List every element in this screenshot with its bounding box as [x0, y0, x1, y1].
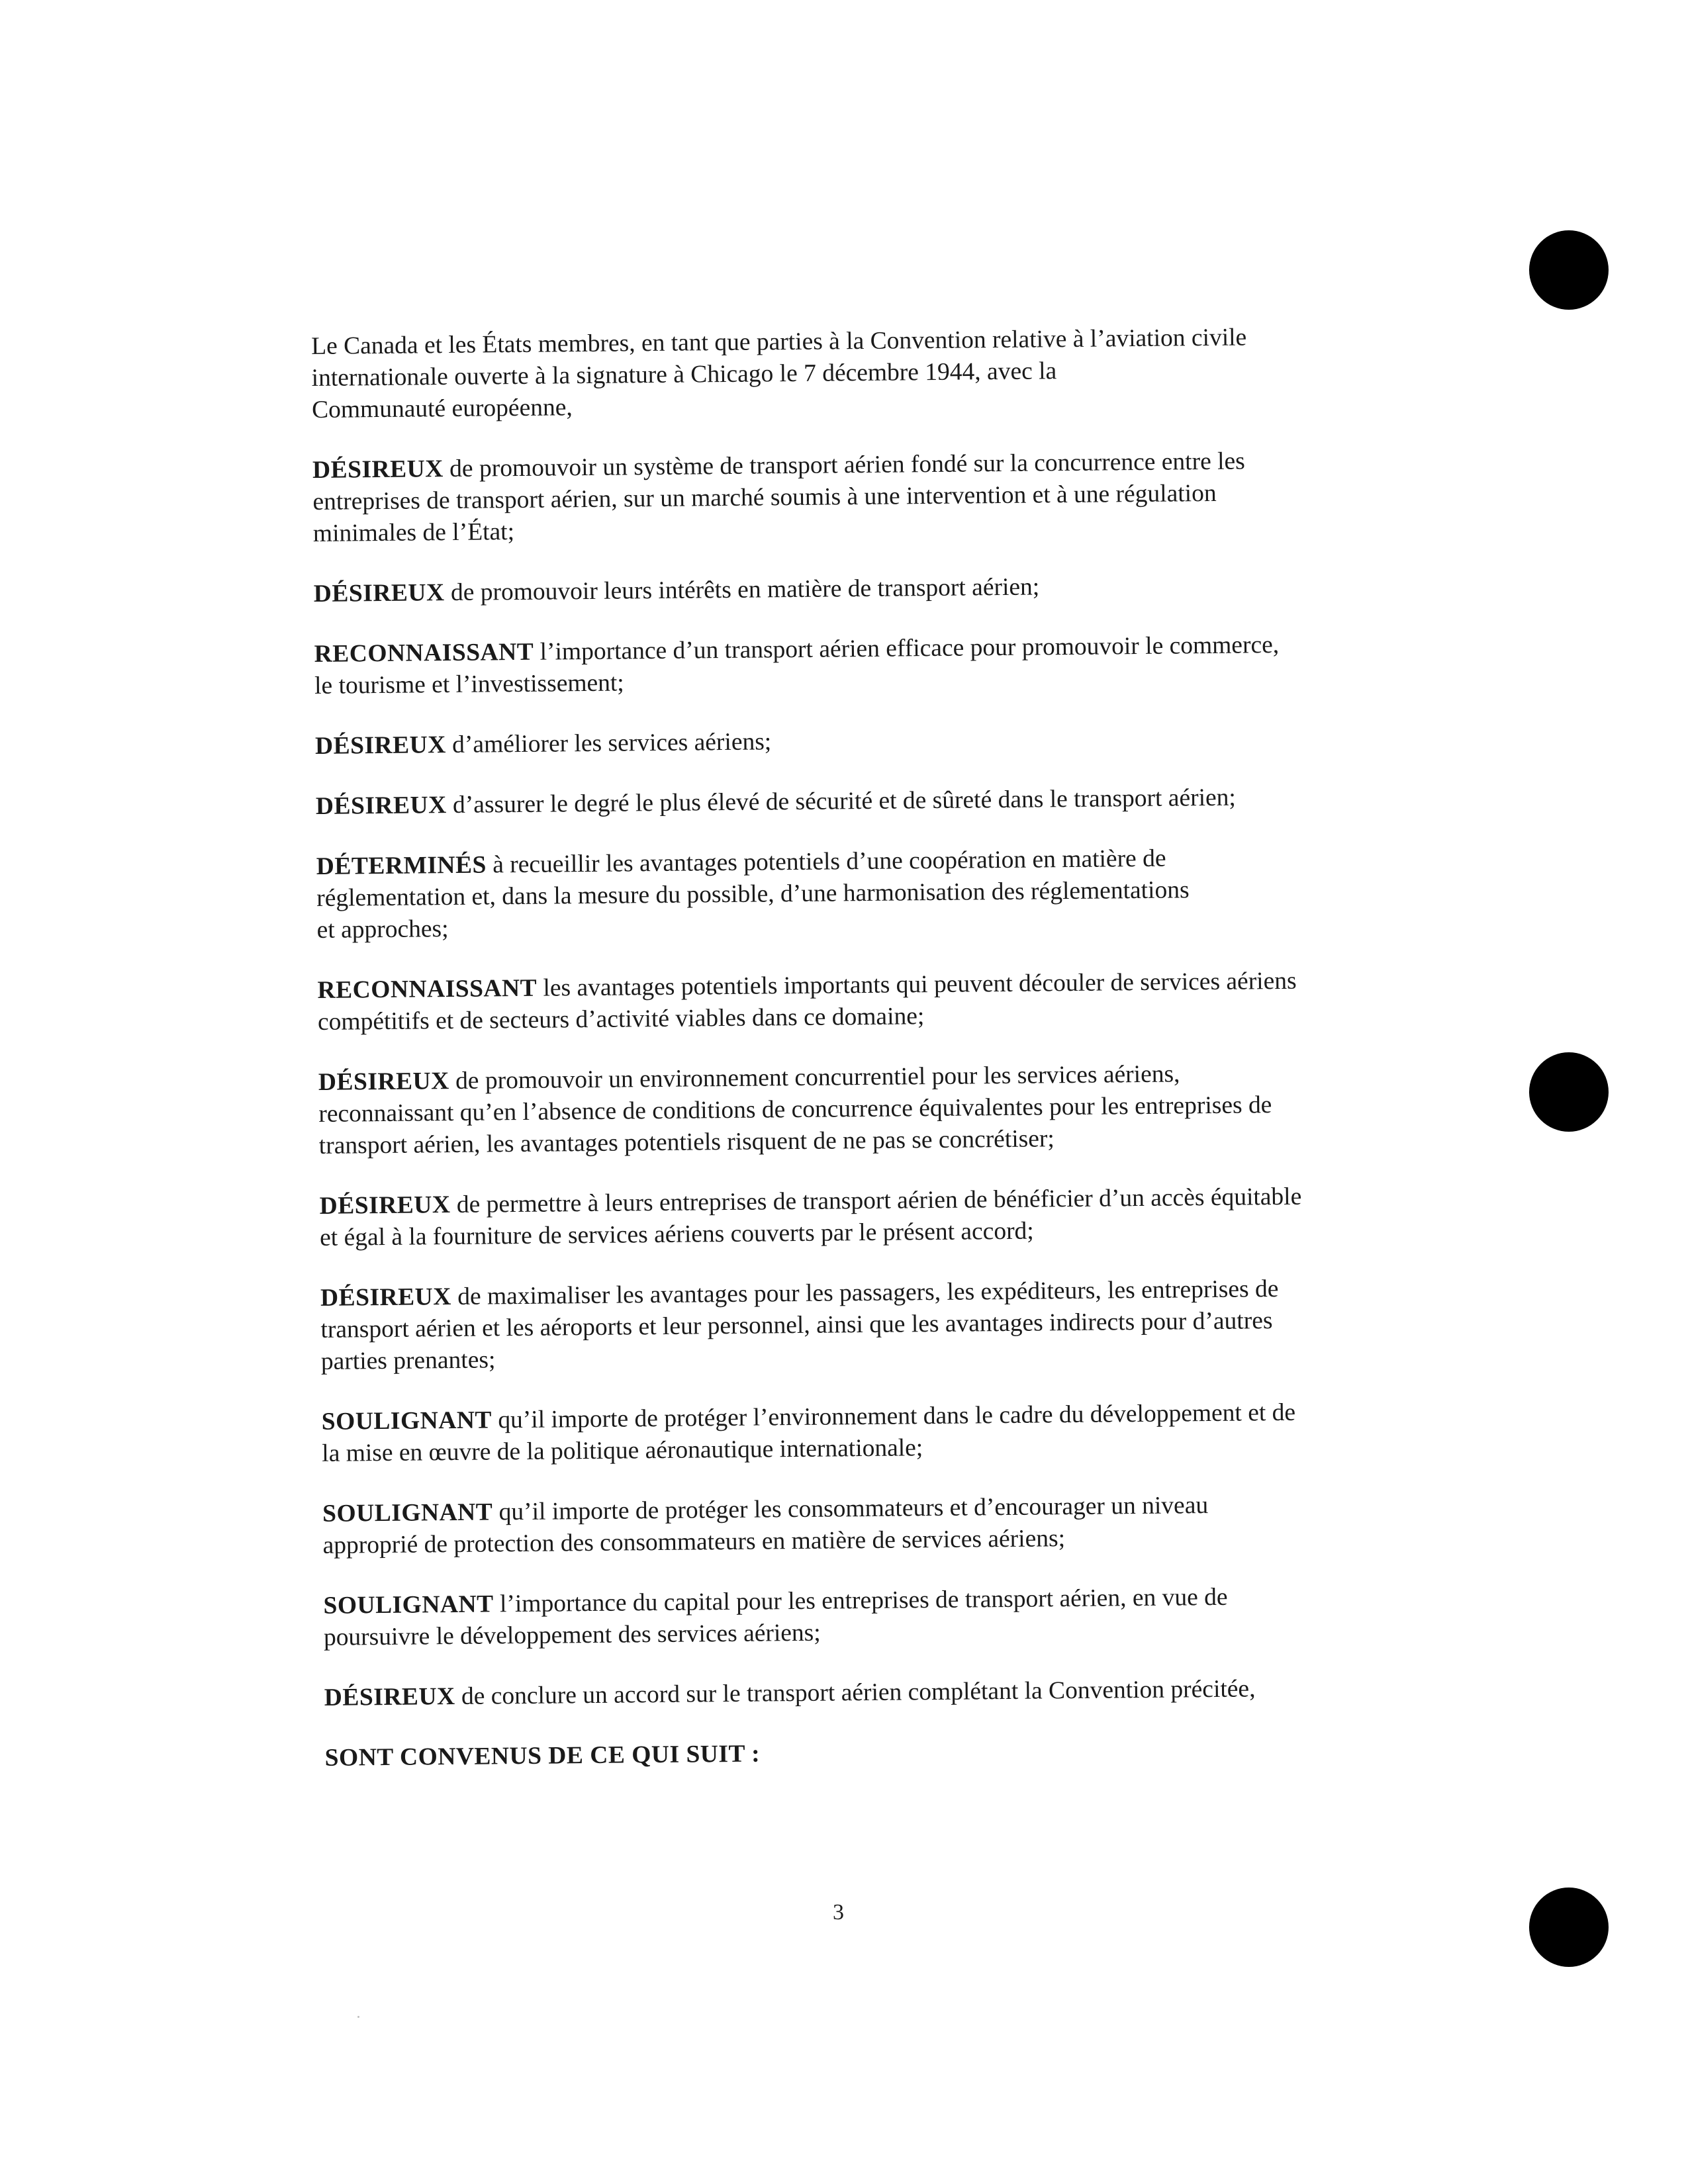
- recital-keyword: DÉTERMINÉS: [316, 851, 487, 880]
- recital-text: d’améliorer les services aériens;: [445, 728, 772, 759]
- recital-paragraph: [322, 1488, 1356, 1562]
- punch-hole-bottom: [1529, 1888, 1609, 1967]
- recital-paragraph: [318, 1057, 1352, 1162]
- recital-keyword: DÉSIREUX: [315, 792, 447, 820]
- recital-text: l’importance d’un transport aérien efficace pour promouvoir le commerce, le tourisme et l’investissement;: [314, 631, 1280, 700]
- recital-text: de conclure un accord sur le transport aérien complétant la Convention précitée,: [455, 1675, 1256, 1711]
- recital-paragraph: [320, 1273, 1354, 1378]
- recital-keyword: DÉSIREUX: [314, 731, 447, 760]
- recital-keyword: SOULIGNANT: [321, 1406, 492, 1435]
- recital-paragraph: [319, 1181, 1352, 1254]
- recital-keyword: RECONNAISSANT: [314, 638, 534, 668]
- recital-keyword: SOULIGNANT: [322, 1498, 493, 1527]
- recital-paragraph: [316, 841, 1350, 946]
- recital-text: de promouvoir un environnement concurrentiel pour les services aériens, reconnaissant qu’en l’absence de conditions de concurrence équivalentes pour les entreprises de transport aérien, les avantages potentiels risquent de ne pas se concrétiser;: [318, 1060, 1272, 1160]
- recital-text: de promouvoir un système de transport aérien fondé sur la concurrence entre les entreprises de transport aérien, sur un marché soumis à une intervention et à une régulation minimales de l’État;: [312, 447, 1245, 547]
- scan-speck: [357, 2016, 359, 2018]
- recital-paragraph: [314, 629, 1347, 702]
- recital-text: qu’il importe de protéger les consommateurs et d’encourager un niveau approprié de protection des consommateurs en matière de services aériens;: [322, 1492, 1209, 1559]
- recital-paragraph: [324, 1672, 1357, 1714]
- recital-text: d’assurer le degré le plus élevé de sécurité et de sûreté dans le transport aérien;: [446, 784, 1237, 819]
- recital-text: de maximaliser les avantages pour les passagers, les expéditeurs, les entreprises de transport aérien et les aéroports et leur personnel, ainsi que les avantages indirects pour d’autres parties prenantes;: [320, 1275, 1279, 1375]
- recital-paragraph: [314, 569, 1346, 610]
- recital-paragraph: [322, 1396, 1355, 1470]
- recital-keyword: DÉSIREUX: [324, 1683, 455, 1711]
- recital-keyword: DÉSIREUX: [313, 579, 445, 608]
- recital-text: à recueillir les avantages potentiels d’une coopération en matière de réglementation et, dans la mesure du possible, d’une harmonisation des réglementations et approches;: [316, 844, 1190, 944]
- page-number: 3: [833, 1900, 844, 1925]
- recital-keyword: DÉSIREUX: [312, 455, 444, 484]
- recital-paragraph: [315, 721, 1348, 762]
- recital-keyword: DÉSIREUX: [319, 1191, 451, 1220]
- punch-hole-top: [1529, 230, 1609, 310]
- recital-text: de permettre à leurs entreprises de transport aérien de bénéficier d’un accès équitable et égal à la fourniture de services aériens couverts par le présent accord;: [319, 1183, 1302, 1251]
- recital-text: l’importance du capital pour les entreprises de transport aérien, en vue de poursuivre le développement des services aériens;: [323, 1583, 1228, 1651]
- recital-keyword: DÉSIREUX: [318, 1068, 449, 1096]
- punch-hole-middle: [1529, 1052, 1609, 1132]
- recital-text: les avantages potentiels importants qui peuvent découler de services aériens compétitifs et de secteurs d’activité viables dans ce domaine;: [317, 967, 1297, 1036]
- recital-paragraph: [323, 1580, 1356, 1654]
- recital-paragraph: [312, 445, 1346, 550]
- recital-keyword: RECONNAISSANT: [317, 974, 538, 1004]
- recital-paragraph: [317, 965, 1350, 1038]
- intro-paragraph: Le Canada et les États membres, en tant que parties à la Convention relative à l’aviation civile internationale ouverte à la signature à Chicago le 7 décembre 1944, avec la Communauté européenne,: [311, 324, 1247, 424]
- recital-keyword: SOULIGNANT: [323, 1590, 494, 1619]
- document-body: [311, 321, 1358, 1774]
- recital-paragraph: [316, 781, 1348, 823]
- recital-keyword: DÉSIREUX: [320, 1283, 452, 1312]
- recital-text: de promouvoir leurs intérêts en matière de transport aérien;: [444, 573, 1040, 607]
- closing-statement: SONT CONVENUS DE CE QUI SUIT :: [324, 1740, 761, 1772]
- recital-text: qu’il importe de protéger l’environnement dans le cadre du développement et de la mise en œuvre de la politique aéronautique internationale;: [322, 1398, 1296, 1467]
